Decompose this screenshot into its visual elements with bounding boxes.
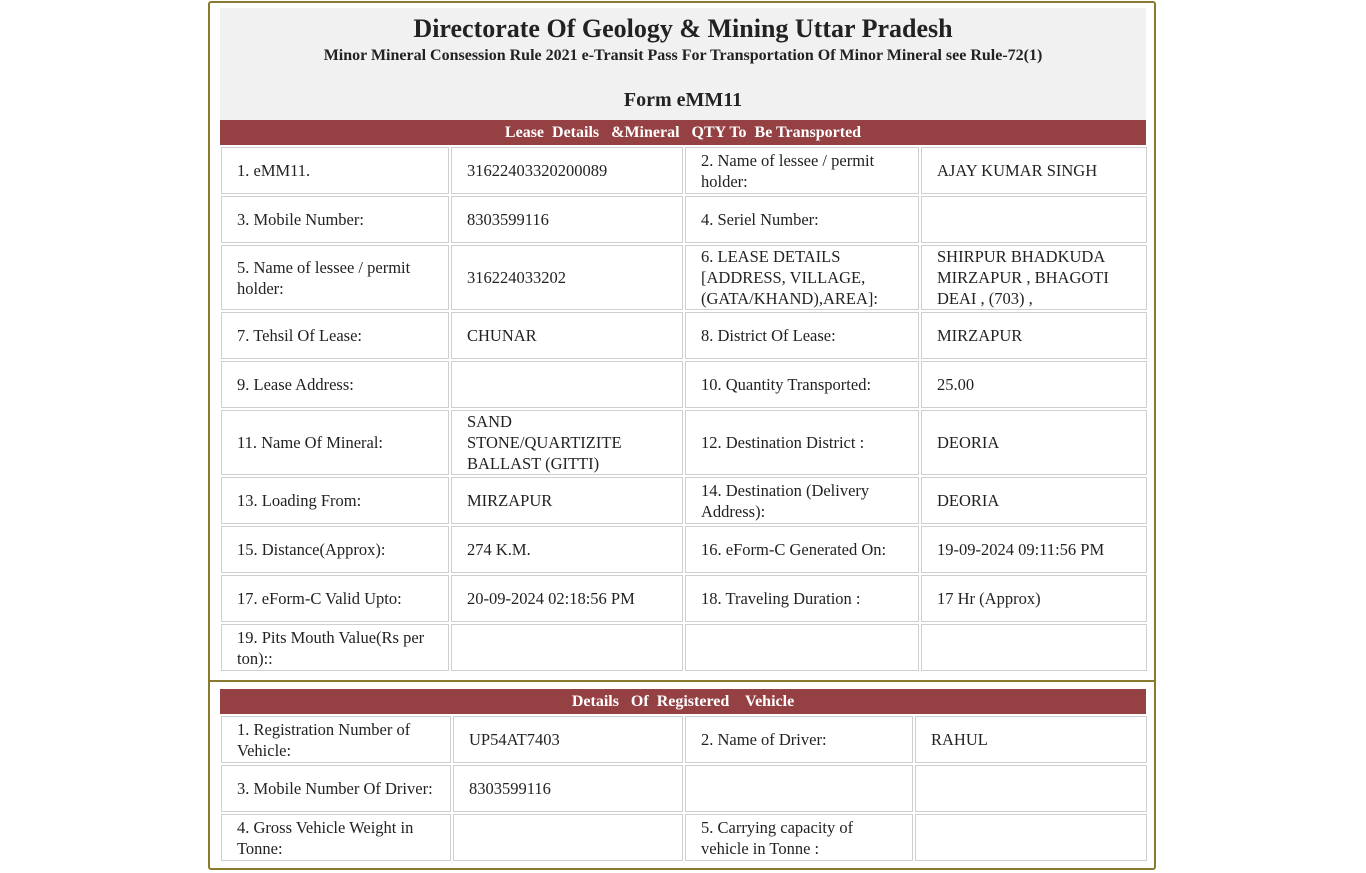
field-label <box>221 526 449 573</box>
field-value <box>451 477 683 524</box>
field-value <box>915 814 1147 861</box>
table-row <box>221 361 1147 408</box>
field-label-text: 5. Carrying capacity of vehicle in Tonne : <box>701 817 854 858</box>
field-value-text: 19-09-2024 09:11:56 PM <box>937 540 1105 559</box>
table-row <box>221 526 1147 573</box>
field-value <box>921 624 1147 671</box>
field-value-text: 25.00 <box>937 375 975 394</box>
field-label <box>685 716 913 763</box>
field-label-text: 13. Loading From: <box>237 491 362 510</box>
field-label <box>685 361 919 408</box>
field-label-text: 2. Name of Driver: <box>701 730 827 749</box>
field-label <box>221 814 451 861</box>
field-label-text: 12. Destination District : <box>701 433 865 452</box>
field-value <box>453 716 683 763</box>
field-value-text: 31622403320200089 <box>467 161 608 180</box>
field-label-text: 4. Seriel Number: <box>701 210 819 229</box>
field-value-text: 316224033202 <box>467 268 566 287</box>
lease-section-heading: Lease Details &Mineral QTY To Be Transported <box>220 120 1146 145</box>
table-row <box>221 147 1147 194</box>
field-label <box>221 245 449 310</box>
field-value-text: RAHUL <box>931 730 988 749</box>
field-value <box>451 624 683 671</box>
table-row <box>221 765 1147 812</box>
vehicle-details-table <box>219 714 1149 863</box>
vehicle-section-heading: Details Of Registered Vehicle <box>220 689 1146 714</box>
field-label-text: 7. Tehsil Of Lease: <box>237 326 363 345</box>
field-value-text: 8303599116 <box>467 210 549 229</box>
field-value <box>451 410 683 475</box>
section-divider <box>208 680 1156 682</box>
field-label-text: 10. Quantity Transported: <box>701 375 872 394</box>
field-value <box>921 410 1147 475</box>
table-row <box>221 575 1147 622</box>
field-label-text: 11. Name Of Mineral: <box>237 433 384 452</box>
field-value-text: MIRZAPUR <box>937 326 1023 345</box>
field-value-text: DEORIA <box>937 491 1000 510</box>
table-row <box>221 410 1147 475</box>
field-label-text: 15. Distance(Approx): <box>237 540 386 559</box>
form-name: Form eMM11 <box>623 89 743 111</box>
field-label <box>685 575 919 622</box>
field-label <box>685 245 919 310</box>
field-label <box>221 575 449 622</box>
field-label-text: 17. eForm-C Valid Upto: <box>237 589 402 608</box>
field-value-text: 17 Hr (Approx) <box>937 589 1041 608</box>
field-label-text: 8. District Of Lease: <box>701 326 836 345</box>
field-label <box>685 312 919 359</box>
field-label <box>685 477 919 524</box>
field-value <box>921 526 1147 573</box>
field-value <box>915 716 1147 763</box>
field-label <box>685 147 919 194</box>
lease-details-table <box>219 145 1149 673</box>
field-value <box>915 765 1147 812</box>
field-label <box>221 477 449 524</box>
field-label <box>685 814 913 861</box>
field-value-text: SAND STONE/QUARTIZITE BALLAST (GITTI) <box>467 412 622 473</box>
field-label <box>221 196 449 243</box>
field-label-text: 1. Registration Number of Vehicle: <box>237 719 411 760</box>
field-value <box>921 196 1147 243</box>
field-value <box>921 361 1147 408</box>
field-value-text: UP54AT7403 <box>469 730 560 749</box>
field-value <box>453 765 683 812</box>
field-label <box>221 361 449 408</box>
field-label-text: 9. Lease Address: <box>237 375 354 394</box>
field-value <box>451 312 683 359</box>
field-label <box>221 147 449 194</box>
table-row <box>221 312 1147 359</box>
field-label <box>685 410 919 475</box>
field-value <box>451 245 683 310</box>
table-row <box>221 477 1147 524</box>
table-row <box>221 814 1147 861</box>
table-row <box>221 245 1147 310</box>
field-label-text: 14. Destination (Delivery Address): <box>701 480 870 521</box>
field-label <box>685 196 919 243</box>
field-label <box>685 765 913 812</box>
field-value-text: CHUNAR <box>467 326 537 345</box>
table-row <box>221 624 1147 671</box>
field-value <box>921 312 1147 359</box>
field-label-text: 1. eMM11. <box>237 161 311 180</box>
field-value-text: 20-09-2024 02:18:56 PM <box>467 589 635 608</box>
field-value <box>451 196 683 243</box>
field-value-text: AJAY KUMAR SINGH <box>937 161 1098 180</box>
field-value-text: SHIRPUR BHADKUDA MIRZAPUR , BHAGOTI DEAI , (703) , <box>937 247 1109 308</box>
field-label <box>221 765 451 812</box>
field-value <box>921 575 1147 622</box>
field-value <box>451 575 683 622</box>
field-label-text: 18. Traveling Duration : <box>701 589 861 608</box>
field-value <box>921 477 1147 524</box>
field-label-text: 5. Name of lessee / permit holder: <box>237 257 411 298</box>
field-label <box>221 716 451 763</box>
field-value-text: DEORIA <box>937 433 1000 452</box>
field-value <box>921 245 1147 310</box>
table-row <box>221 716 1147 763</box>
field-value <box>451 526 683 573</box>
field-label <box>221 624 449 671</box>
field-label-text: 6. LEASE DETAILS [ADDRESS, VILLAGE, (GATA/KHAND),AREA]: <box>701 247 878 308</box>
form-header <box>220 8 1146 120</box>
field-label-text: 4. Gross Vehicle Weight in Tonne: <box>237 817 414 858</box>
field-label <box>685 624 919 671</box>
field-label-text: 3. Mobile Number Of Driver: <box>237 779 433 798</box>
page-title: Directorate Of Geology & Mining Uttar Pradesh <box>413 14 953 43</box>
field-value <box>453 814 683 861</box>
field-label <box>221 312 449 359</box>
field-value-text: 8303599116 <box>469 779 551 798</box>
field-label-text: 2. Name of lessee / permit holder: <box>701 150 875 191</box>
field-value <box>921 147 1147 194</box>
field-label <box>221 410 449 475</box>
page-subtitle: Minor Mineral Consession Rule 2021 e-Transit Pass For Transportation Of Minor Mineral see Rule-72(1) <box>323 47 1043 64</box>
field-label-text: 3. Mobile Number: <box>237 210 364 229</box>
field-value-text: MIRZAPUR <box>467 491 553 510</box>
field-label-text: 16. eForm-C Generated On: <box>701 540 887 559</box>
field-value <box>451 361 683 408</box>
field-label <box>685 526 919 573</box>
field-value-text: 274 K.M. <box>467 540 531 559</box>
field-value <box>451 147 683 194</box>
field-label-text: 19. Pits Mouth Value(Rs per ton):: <box>237 627 425 668</box>
table-row <box>221 196 1147 243</box>
